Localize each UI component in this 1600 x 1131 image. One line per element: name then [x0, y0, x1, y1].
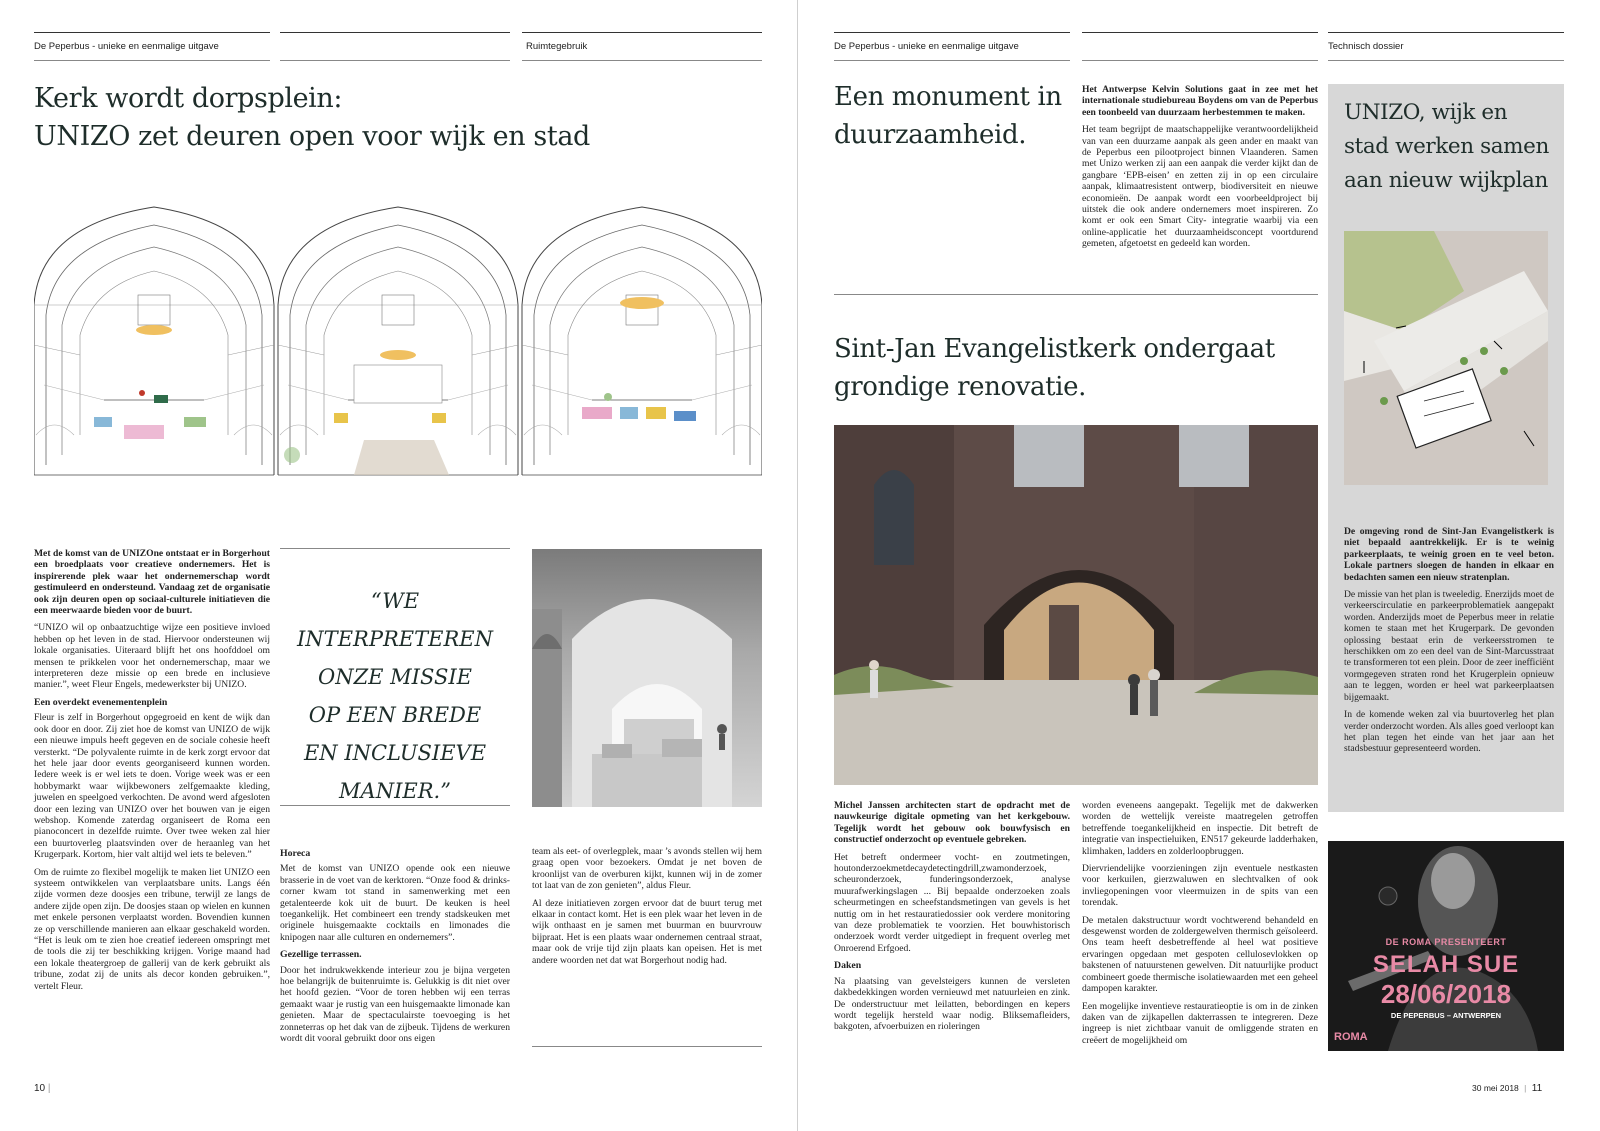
body-paragraph: De missie van het plan is tweeledig. Enerzijds moet de verkeerscirculatie en parkeerproblematiek aangepakt worden. Anderzijds moet de Peperbus meer in relatie komen te staan met het Krugerpark. De gevonden oplossing bestaat erin de verkeersstromen te herschikken om zo een deel van de Sint-Marcusstraat te transformeren tot een plein. Door de zeer inefficiënt vormgegeven straten rond het Krugerplein opnieuw aan te leggen, worden er heel wat parkeerplaatsen bijgemaakt.	[1344, 589, 1554, 703]
quote-line: “WE INTERPRETEREN	[297, 589, 493, 651]
ad-presents: DE ROMA PRESENTEERT	[1385, 937, 1507, 947]
body-paragraph: In de komende weken zal via buurtoverleg het plan verder onderzocht worden. Als alles goed verloopt kan het plan tegen het einde van het jaar aan het stadsbestuur gepresenteerd worden.	[1344, 709, 1554, 755]
body-paragraph: Na plaatsing van gevelsteigers kunnen de versleten dakbedekkingen worden vernieuwd met natuurleien en zink. De onderstructuur met leilatten, bebordingen en kepers wordt tegelijk hersteld waar nodig. Bliksemafleiders, bakgoten, afvoerbuizen en rioleringen	[834, 975, 1070, 1033]
body-paragraph: Een mogelijke inventieve restauratieoptie is om in de zinken daken van de zijkapellen dakterrassen te integreren. Deze ingreep is niet zichtbaar vanuit de omliggende straten en creëert de mogelijkheid om	[1082, 1000, 1318, 1046]
quote-line: OP EEN BREDE	[308, 703, 482, 727]
running-head: De Peperbus - unieke en eenmalige uitgave	[834, 41, 1019, 52]
headline-line: duurzaamheid.	[834, 120, 1027, 150]
sidebar-title-line: stad werken samen	[1344, 134, 1549, 159]
interior-render-image	[532, 549, 762, 807]
church-facade-image	[834, 425, 1318, 785]
body-paragraph: Diervriendelijke voorzieningen zijn eventuele nestkasten voor kerkuilen, gierzwaluwen en slechtvalken of ook invliegopeningen voor vleermuizen in de spits van een torendak.	[1082, 863, 1318, 909]
left-page	[0, 0, 798, 1131]
headline-duurzaamheid	[834, 78, 1062, 154]
headline-line: Sint-Jan Evangelistkerk ondergaat	[834, 334, 1275, 364]
headline-line: Een monument in	[834, 82, 1062, 112]
intro-column	[1082, 84, 1318, 256]
sidebar-text	[1344, 526, 1554, 761]
sidebar-title-line: aan nieuw wijkplan	[1344, 168, 1548, 193]
lead-paragraph: Met de komst van de UNIZOne ontstaat er in Borgerhout een broedplaats voor creatieve ondernemers. Het is inspirerende plek waar het ondernemerschap wordt gestimuleerd en ondersteund. Vandaag zet de organisatie ook zijn deuren open op sociaal-culturele initiatieven die een meerwaarde bieden voor de buurt.	[34, 548, 270, 617]
subheading: Daken	[834, 960, 862, 972]
quote-line: MANIER.”	[339, 779, 451, 803]
body-paragraph: Het betreft ondermeer vocht- en zoutmetingen, houtonderzoekmetdecaydetectingdrill,zwamonderzoek, scheuronderzoek, funderingsonderzoek, analyse muurafwerkingslagen ... Bij bepaalde onderzoeken zoals scheurmetingen en scheefstandsmetingen van gevels is het nuttig om in het restauratiedossier ook verdere monitoring van deze problematiek te voorzien. Het bouwhistorisch onderzoek wordt verder uitgediept in frequent overleg met Onroerend Erfgoed.	[834, 851, 1070, 954]
running-head: De Peperbus - unieke en eenmalige uitgave	[34, 41, 219, 52]
ad-venue: DE PEPERBUS – ANTWERPEN	[1390, 1011, 1502, 1020]
section-label: Ruimtegebruik	[526, 41, 588, 52]
church-sketches	[34, 185, 762, 490]
ad-artist: SELAH SUE	[1372, 951, 1520, 978]
ad-date: 28/06/2018	[1380, 979, 1512, 1009]
body-paragraph: Door het indrukwekkende interieur zou je bijna vergeten hoe belangrijk de buitenruimte is. Gelukkig is dit niet over het hoofd gezien. “Voor de toren hebben wij een terras gemaakt waar je rustig van een huisgemaakte limonade kan genieten. Maar de spectaculairste toevoeging is het zonneterras op het dak van de zijbeuk. Tijdens de werkuren wordt dit vooral gebruikt door ons eigen	[280, 964, 510, 1045]
headline-renovatie	[834, 330, 1275, 406]
subheading: Gezellige terrassen.	[280, 949, 362, 961]
site-plan-map	[1344, 231, 1548, 485]
body-paragraph: Om de ruimte zo flexibel mogelijk te maken liet UNIZO een systeem ontwikkelen van verplaatsbare units. Langs één zijde vormen deze doosjes een tribune, terwijl ze langs de andere zijde open zijn. De doosjes staan op wielen en kunnen met enkele personen verplaatst worden. Bovendien kunnen ze op verschillende manieren aan elkaar geschakeld worden. “Het is leuk om te zien hoe creatief iedereen omspringt met de tools die zij ter beschikking krijgen. Vorige maand had een lokale theatergroep de gallerij van de kerk gebruikt als tribune, zodat zij de units als decor konden gebruiken.”, vertelt Fleur.	[34, 866, 270, 992]
body-paragraph: “UNIZO wil op onbaatzuchtige wijze een positieve invloed hebben op het leven in de stad. Hiervoor ondersteunen wij lokale organisaties. Uiteraard blijft het ons hoofddoel om mensen te prikkelen voor het ondernemerschap, maar we interpreteren deze missie op een brede en inclusieve manier.”, weet Fleur Engels, medewerkster bij UNIZO.	[34, 622, 270, 691]
pull-quote	[280, 582, 510, 810]
renovation-column-1	[834, 800, 1070, 1039]
body-paragraph: Met de komst van UNIZO opende ook een nieuwe brasserie in de voet van de kerktoren. “Onze food & drinks-corner kwam tot stand in samenwerking met een getalenteerde kok uit de buurt. De keuken is heel toegankelijk. Het combineert een trendy stadskeuken met originele huisgemaakte cocktails en limonades die knipogen naar alle culturen en ondernemers”.	[280, 863, 510, 943]
headline-line: UNIZO zet deuren open voor wijk en stad	[34, 121, 590, 152]
body-paragraph: team als eet- of overlegplek, maar ’s avonds stellen wij hem graag open voor bezoekers. Omdat je net boven de kroonlijst van de overburen kijkt, kunnen wij in de zomer tot laat van de zon genieten”, aldus Fleur.	[532, 846, 762, 892]
church-sketch-illustration	[34, 185, 762, 490]
right-page	[800, 0, 1598, 1131]
sidebar-title	[1344, 96, 1554, 198]
page-number: 10 |	[34, 1083, 51, 1094]
subheading: Horeca	[280, 848, 311, 859]
lead-paragraph: Het Antwerpse Kelvin Solutions gaat in zee met het internationale studiebureau Boydens om van de Peperbus een toonbeeld van duurzaam herbestemmen te maken.	[1082, 84, 1318, 118]
date-value: 30 mei 2018	[1472, 1083, 1519, 1093]
body-paragraph: Al deze initiatieven zorgen ervoor dat de buurt terug met elkaar in contact komt. Het is een plek waar het leven in de wijk onthaast en je samen met buurman en buurvrouw bijpraat. Het is een plaats waar ondernemen centraal straat, maar ook de vrije tijd zijn plaats kan opeisen. Het is met andere woorden net dat wat Borgerhout nodig had.	[532, 897, 762, 966]
section-label: Technisch dossier	[1328, 41, 1404, 52]
sidebar-title-line: UNIZO, wijk en	[1344, 100, 1508, 125]
quote-line: ONZE MISSIE	[317, 665, 472, 689]
lead-paragraph: De omgeving rond de Sint-Jan Evangelistkerk is niet bepaald aantrekkelijk. Er is te weinig parkeerplaats, te weinig groen en te veel beton. Lokale partners sloegen de handen in elkaar en bedachten samen een nieuw stratenplan.	[1344, 526, 1554, 583]
subheading: Een overdekt evenementenplein	[34, 696, 168, 708]
headline-line: grondige renovatie.	[834, 372, 1086, 402]
page-headline	[34, 80, 590, 156]
renovation-column-2	[1082, 800, 1318, 1052]
page-number-value: 10	[34, 1083, 46, 1094]
body-paragraph: De metalen dakstructuur wordt vochtwerend behandeld en desgewenst worden de zoldergewelven thermisch geïsoleerd. Ons team heeft desbetreffende al heel wat positieve ervaringen opgedaan met gespoten cellulosevlokken op bakstenen of natuurstenen gewelven. Dit natuurlijke product combineert goede thermische isolatiewaarden met een geheel dampopen karakter.	[1082, 914, 1318, 995]
headline-line: Kerk wordt dorpsplein:	[34, 83, 343, 114]
page-number-value: 11	[1531, 1083, 1543, 1094]
body-paragraph: Fleur is zelf in Borgerhout opgegroeid en kent de wijk dan ook door en door. Zij ziet hoe de komst van UNIZO de wijk een nieuwe impuls heeft gegeven en de sociale cohesie heeft versterkt. “De polyvalente ruimte in de kerk zorgt ervoor dat het hele jaar door events georganiseerd kunnen worden. Iedere week is er wel iets te doen. Vorige week was er een hobbymarkt waar wijkbewoners zelfgemaakte kleding, juwelen en speelgoed verkochten. De avond werd afgesloten door een lezing van UNIZO over het bouwen van je eigen webshop. Komende zaterdag organiseert de Roma een pianoconcert in dezelfde ruimte. Over twee weken zal hier een buurtoverleg plaatsvinden over de heraanleg van het Krugerpark. Kortom, hier valt altijd wel iets te beleven.”	[34, 712, 270, 861]
body-paragraph: worden eveneens aangepakt. Tegelijk met de dakwerken worden de wettelijk vereiste maatregelen getroffen betreffende toegankelijkheid en inspectie. Dit betreft de integratie van inspectieluiken, EN517 gekeurde ladderhaken, klimhaken, ladders en zolderloopbruggen.	[1082, 800, 1318, 857]
article-column-2	[280, 846, 510, 1051]
roma-logo: ROMA	[1334, 1031, 1368, 1043]
quote-line: EN INCLUSIEVE	[303, 741, 487, 765]
concert-ad	[1328, 841, 1564, 1051]
page-date: 30 mei 2018 | 11	[1472, 1083, 1543, 1094]
body-paragraph: Het team begrijpt de maatschappelijke verantwoordelijkheid van van een duurzame aanpak als geen ander en maakt van de Peperbus een pilootproject binnen Vlaanderen. Samen met Unizo werken zij aan een aanpak die verder kijkt dan de gangbare ‘EPB-eisen’ en zetten zij in op een circulaire aanpak, klimaatresistent ontwerp, biodiversiteit en nieuwe economieën. De aanpak wordt een voorbeeldproject bij uitstek die ook andere ondernemers moet inspireren. Zo komt er ook een Smart City- integratie waarbij via een online-applicatie het duurzaamheidsconcept voortdurend gemeten, afgetoetst en gedeeld kan worden.	[1082, 124, 1318, 250]
article-column-3	[532, 846, 762, 972]
lead-paragraph: Michel Janssen architecten start de opdracht met de nauwkeurige digitale opmeting van het kerkgebouw. Tegelijk wordt het gebouw ook bouwfysisch en constructief onderzocht op eventuele gebreken.	[834, 800, 1070, 846]
article-column-1	[34, 548, 270, 998]
